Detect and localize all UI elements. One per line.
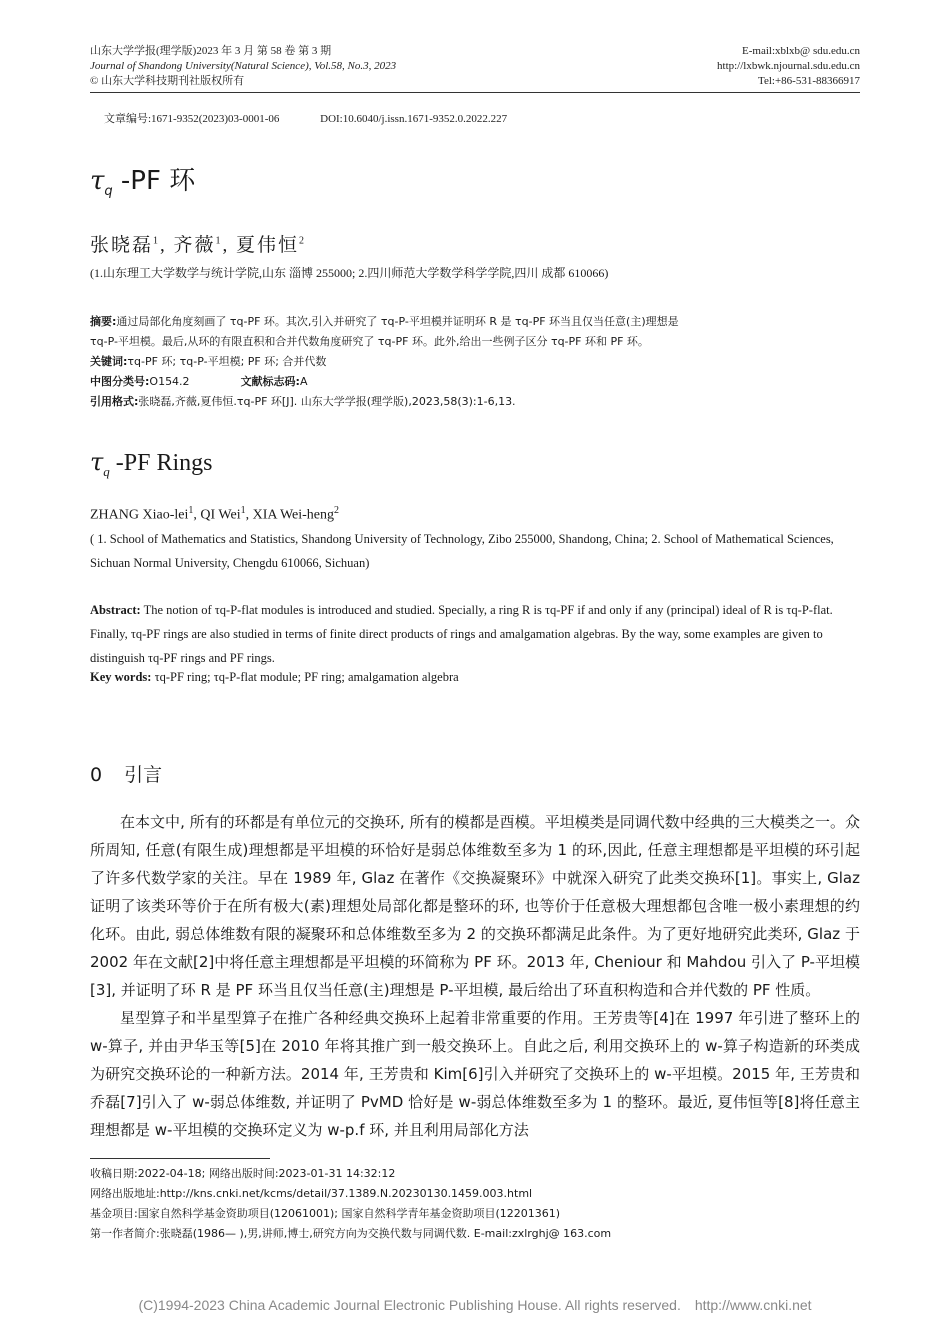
author-name-en: ZHANG Xiao-lei (90, 507, 189, 523)
abstract-en-label: Abstract: (90, 603, 141, 617)
author-affil-mark: 1 (153, 235, 161, 247)
title-rest: -PF 环 (112, 166, 196, 196)
section-heading (90, 760, 162, 787)
abstract-label: 摘要: (90, 315, 117, 328)
doi[interactable]: DOI:10.6040/j.issn.1671-9352.0.2022.227 (320, 113, 508, 125)
title-cn (90, 160, 195, 199)
cnki-watermark-footer (0, 1297, 950, 1313)
copyright-line: © 山东大学科技期刊社版权所有 (90, 75, 245, 87)
footnote-online-url[interactable]: 网络出版地址:http://kns.cnki.net/kcms/detail/37.1389.N.20230130.1459.003.html (90, 1187, 533, 1200)
footnote-author-bio: 第一作者简介:张晓磊(1986— ),男,讲师,博士,研究方向为交换代数与同调代数. E-mail:zxlrghj@ 163.com (90, 1227, 612, 1240)
article-number: 文章编号:1671-9352(2023)03-0001-06 (104, 113, 280, 125)
footnote-rule (90, 1158, 270, 1159)
section-title: 引言 (124, 764, 163, 786)
footer-copyright: (C)1994-2023 China Academic Journal Electronic Publishing House. All rights reserved. (138, 1297, 681, 1313)
abstract-cn-line1: 通过局部化角度刻画了 τq-PF 环。其次,引入并研究了 τq-P-平坦模并证明环 R 是 τq-PF 环当且仅当任意(主)理想是 (116, 315, 679, 328)
title-en-tau: τ (90, 448, 104, 476)
author-name: 张晓磊 (90, 235, 154, 256)
title-en-sub: q (103, 463, 110, 479)
affiliation-cn: (1.山东理工大学数学与统计学院,山东 淄博 255000; 2.四川师范大学数学科学学院,四川 成都 610066) (90, 266, 609, 280)
author-name-en: QI Wei (200, 507, 241, 523)
clc-code: O154.2 (149, 375, 190, 388)
author-name: 齐薇 (173, 235, 216, 256)
journal-email[interactable]: E-mail:xblxb@ sdu.edu.cn (742, 45, 860, 57)
author-affil-mark: 1 (215, 235, 223, 247)
keywords-en: τq-PF ring; τq-P-flat module; PF ring; amalgamation algebra (154, 670, 459, 684)
footer-url[interactable]: http://www.cnki.net (694, 1297, 812, 1313)
body-text (90, 808, 860, 1144)
title-en-rest: -PF Rings (109, 450, 213, 476)
journal-header-right (500, 44, 860, 89)
keywords-en-label: Key words: (90, 670, 152, 684)
keywords-en-line (90, 670, 459, 685)
header-rule (90, 92, 860, 93)
keywords-label: 关键词: (90, 355, 128, 368)
footnotes (90, 1164, 860, 1244)
author-name: 夏伟恒 (236, 235, 300, 256)
citation-label: 引用格式: (90, 395, 139, 408)
doc-code: A (299, 375, 308, 388)
abstract-cn-line2: τq-P-平坦模。最后,从环的有限直积和合并代数角度研究了 τq-PF 环。此外,给出一些例子区分 τq-PF 环和 PF 环。 (90, 335, 649, 348)
authors-en: ZHANG Xiao-lei$^1$, QI Wei$^1$, XIA Wei-heng$^2$ (90, 505, 340, 523)
paragraph: 在本文中, 所有的环都是有单位元的交换环, 所有的模都是酉模。平坦模类是同调代数中经典的三大模类之一。众所周知, 任意(有限生成)理想都是平坦模的环恰好是弱总体维数至多为 1 的环,因此, 任意主理想都是平坦模的环引起了许多代数学家的关注。早在 1989 年, Glaz 在著作《交换凝聚环》中就深入研究了此类交换环[1]。事实上, Glaz 证明了该类环等价于在所有极大(素)理想处局部化都是整环的环, 也等价于任意极大理想都包含唯一极小素理想的约化环。由此, 弱总体维数有限的凝聚环和总体维数至多为 2 的交换环都满足此条件。为了更好地研究此类环, Glaz 于 2002 年在文献[2]中将任意主理想都是平坦模的环简称为 PF 环。2013 年, Cheniour 和 Mahdou 引入了 P-平坦模[3], 并证明了环 R 是 PF 环当且仅当任意(主)理想是 P-平坦模, 最后给出了环直积构造和合并代数的 PF 性质。 (90, 813, 860, 999)
journal-issue: 山东大学学报(理学版)2023 年 3 月 第 58 卷 第 3 期 (90, 45, 332, 57)
section-number: 0 (90, 764, 103, 786)
author-name-en: XIA Wei-heng (252, 507, 335, 523)
keywords-cn: τq-PF 环; τq-P-平坦模; PF 环; 合并代数 (127, 355, 327, 368)
journal-tel: Tel:+86-531-88366917 (758, 75, 860, 87)
author-affil-mark: 2 (334, 505, 340, 516)
title-tau: τ (90, 166, 105, 196)
author-affil-mark: 1 (188, 505, 194, 516)
journal-issue-en: Journal of Shandong University(Natural Science), Vol.58, No.3, 2023 (90, 60, 397, 72)
title-en (90, 448, 212, 480)
authors-cn: 张晓磊$^1$, 齐薇$^1$, 夏伟恒$^2$ (90, 235, 307, 256)
footnote-received: 收稿日期:2022-04-18; 网络出版时间:2023-01-31 14:32:12 (90, 1167, 396, 1180)
footnote-funding: 基金项目:国家自然科学基金资助项目(12061001); 国家自然科学青年基金资助项目(12201361) (90, 1207, 561, 1220)
title-sub: q (104, 184, 113, 200)
abstract-cn-block (90, 312, 860, 412)
citation-format: 张晓磊,齐薇,夏伟恒.τq-PF 环[J]. 山东大学学报(理学版),2023,58(3):1-6,13. (138, 395, 516, 408)
journal-url[interactable]: http://lxbwk.njournal.sdu.edu.cn (717, 60, 860, 72)
doc-code-label: 文献标志码: (240, 375, 300, 388)
article-meta (104, 110, 545, 126)
abstract-en-block (90, 598, 860, 670)
abstract-en-text: The notion of τq-P-flat modules is introduced and studied. Specially, a ring R is τq-PF if and only if any (principal) ideal of R is τq-P-flat. Finally, τq-PF rings are also studied in terms of finite direct products of rings and amalgamation algebras. By the way, some examples are given to distinguish τq-PF rings and PF rings. (90, 603, 833, 665)
affiliation-en: ( 1. School of Mathematics and Statistics, Shandong University of Technology, Zibo 255000, Shandong, China; 2. School of Mathematical Sciences, Sichuan Normal University, Chengdu 610066, Sichuan) (90, 532, 834, 570)
author-affil-mark: 2 (299, 235, 307, 247)
author-affil-mark: 1 (240, 505, 246, 516)
paragraph: 星型算子和半星型算子在推广各种经典交换环上起着非常重要的作用。王芳贵等[4]在 1997 年引进了整环上的 w-算子, 并由尹华玉等[5]在 2010 年将其推广到一般交换环上。自此之后, 利用交换环上的 w-算子构造新的环类成为研究交换环论的一种新方法。2014 年, 王芳贵和 Kim[6]引入并研究了交换环上的 w-平坦模。2015 年, 王芳贵和乔磊[7]引入了 w-弱总体维数, 并证明了 PvMD 恰好是 w-弱总体维数至多为 1 的整环。最近, 夏伟恒等[8]将任意主理想都是 w-平坦模的交换环定义为 w-p.f 环, 并且利用局部化方法 (90, 1009, 860, 1139)
clc-label: 中图分类号: (90, 375, 150, 388)
